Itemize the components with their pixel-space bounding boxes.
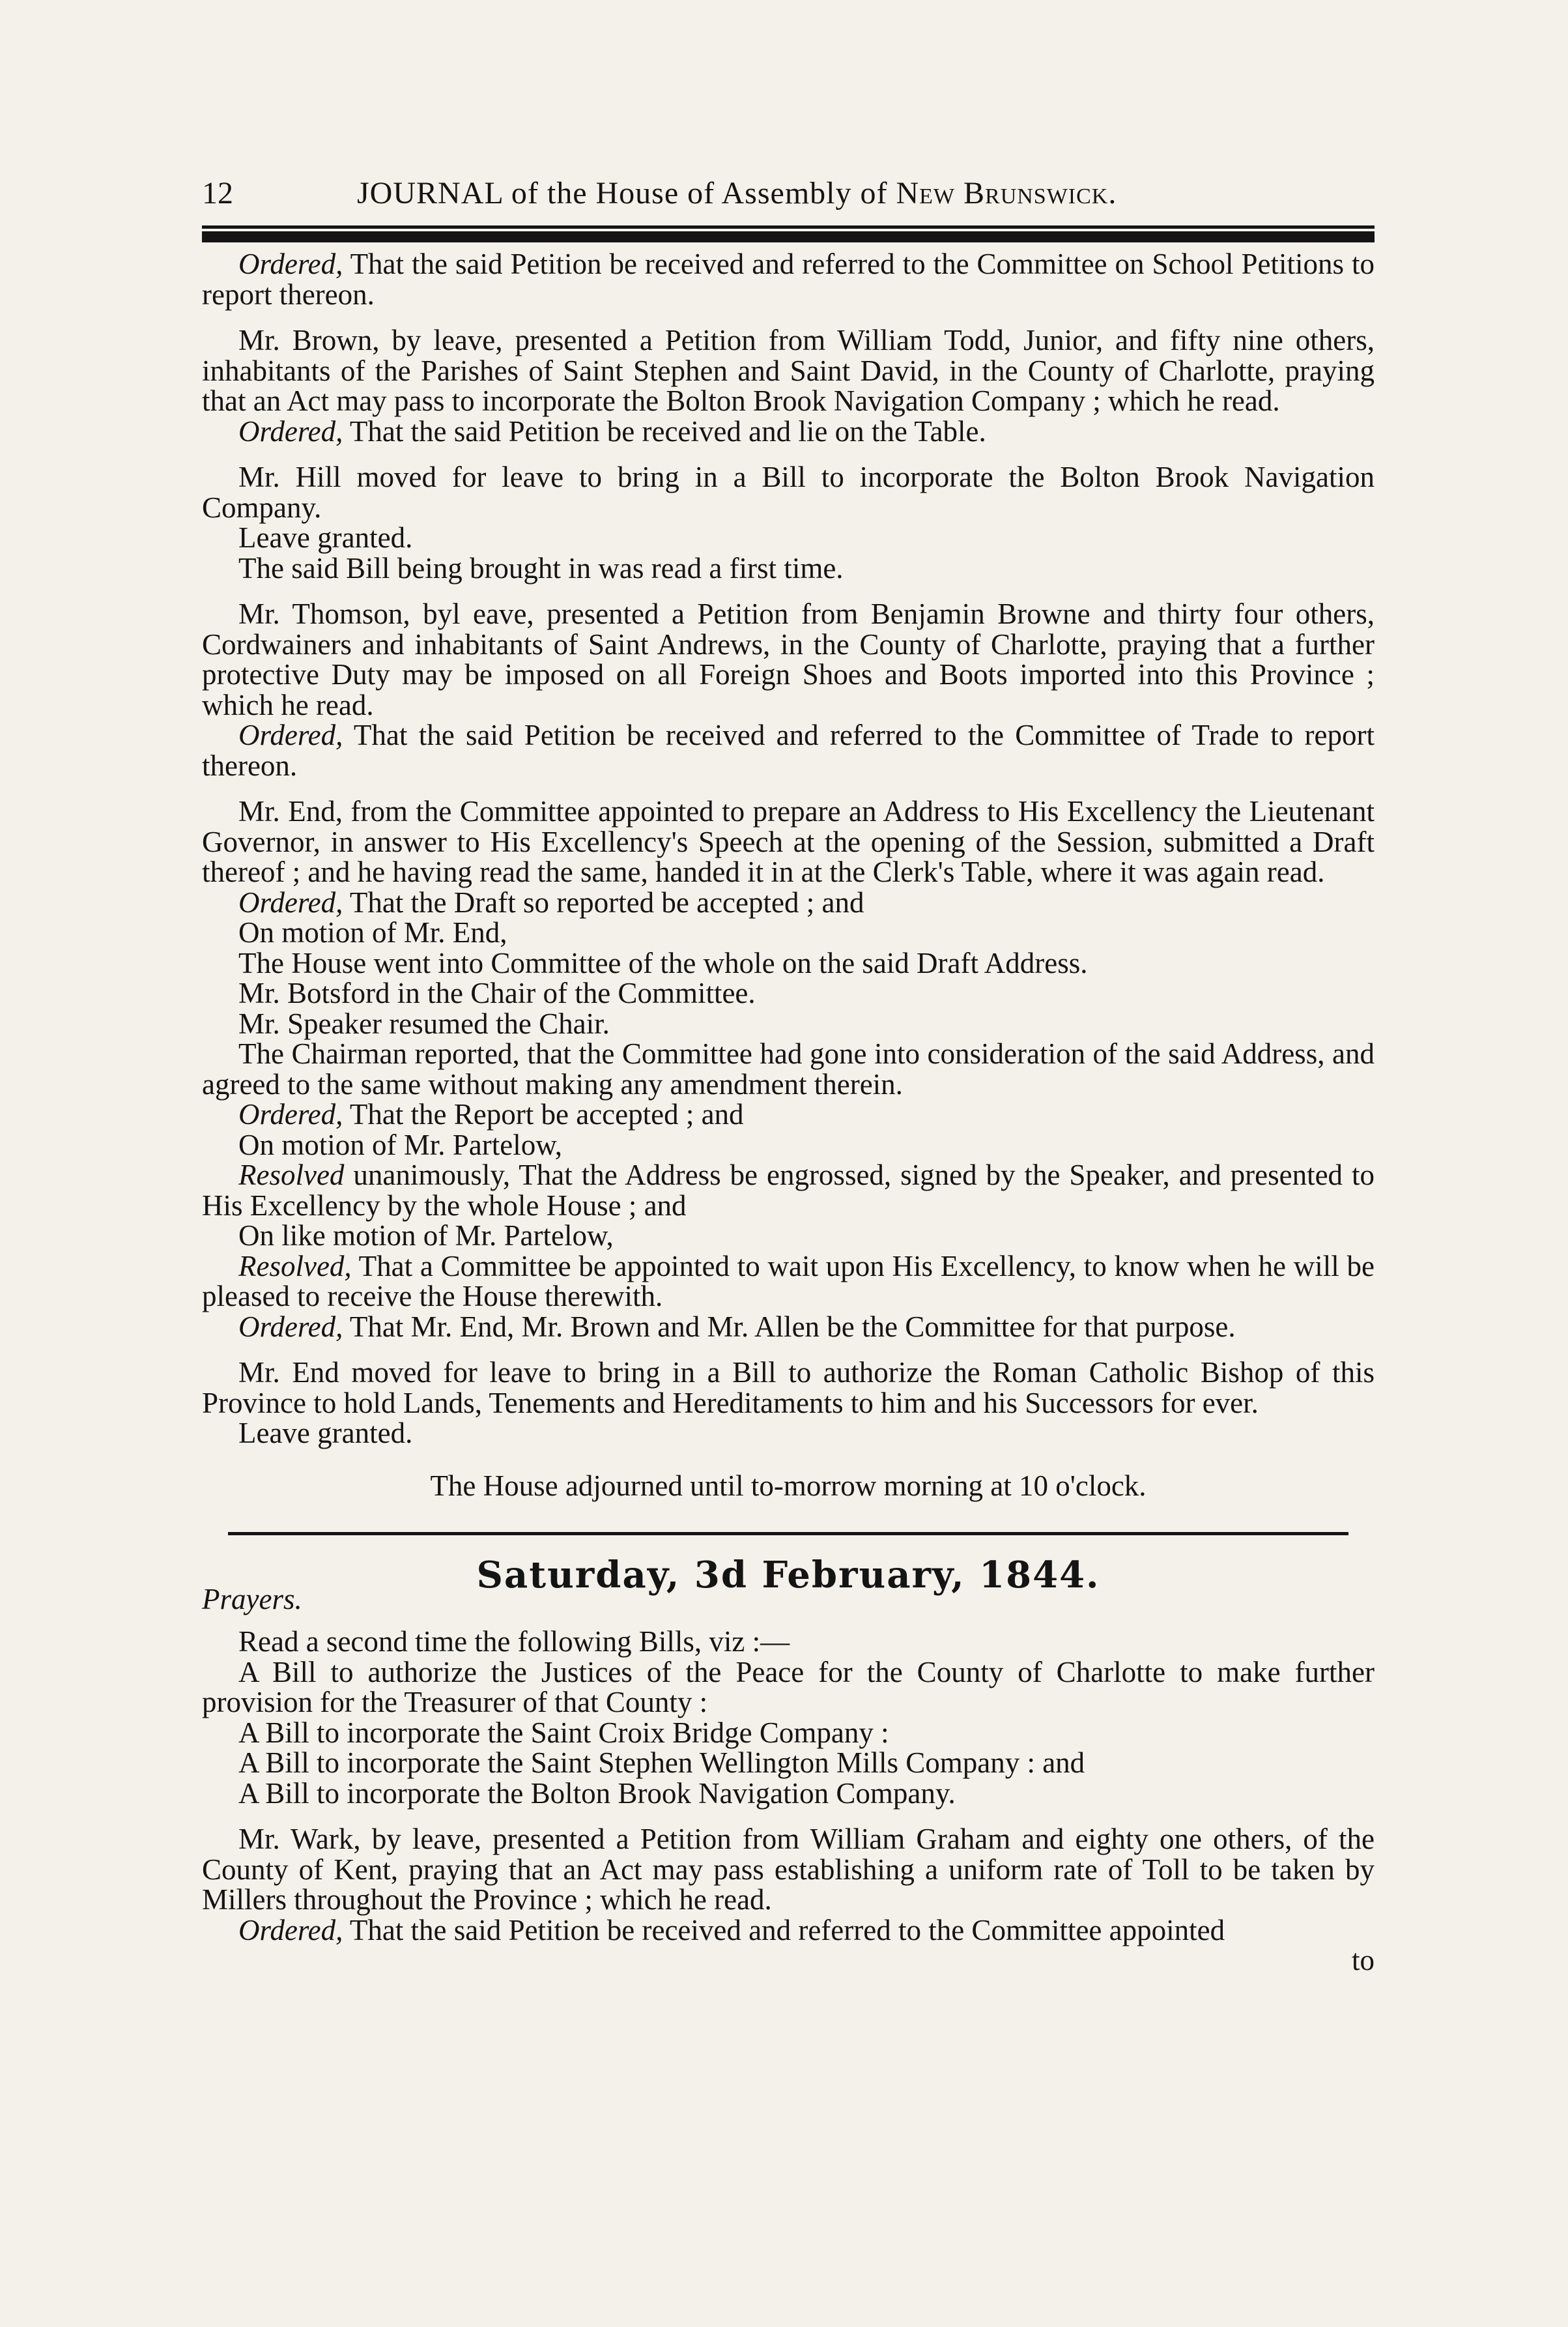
adjournment-line: The House adjourned until to-morrow morning at 10 o'clock. [430, 1469, 1147, 1502]
paragraph [202, 416, 1375, 447]
paragraph: Mr. Speaker resumed the Chair. [238, 1007, 610, 1040]
running-head [357, 171, 1117, 216]
paragraph: A Bill to incorporate the Saint Croix Bridge Company : [238, 1716, 889, 1749]
ordered-label: Ordered, [238, 414, 343, 448]
paragraph: On motion of Mr. End, [238, 916, 507, 949]
ordered-label: Ordered, [238, 248, 343, 280]
paragraph [202, 1099, 1375, 1130]
paragraph: Mr. Thomson, byl eave, presented a Petition from Benjamin Browne and thirty four others, Cordwainers and inhabitants of Saint Andrews, in the County of Charlotte, praying that a further protective Duty may be imposed on all Foreign Shoes and Boots imported into this Province ; which he read. [202, 598, 1375, 721]
paragraph [202, 1915, 1375, 1946]
paragraph-text: That the said Petition be received and referred to the Committee on School Petitions to report thereon. [202, 248, 1375, 311]
paragraph-text: That the said Petition be received and lie on the Table. [343, 414, 986, 448]
section-rule [228, 1532, 1348, 1535]
paragraph: Leave granted. [238, 521, 413, 554]
paragraph-text: That the said Petition be received and referred to the Committee appointed [343, 1913, 1225, 1946]
running-head-title: JOURNAL of the House of Assembly of [357, 176, 896, 210]
paragraph-text: unanimously, That the Address be engrossed, signed by the Speaker, and presented to His Excellency by the whole House ; and [202, 1159, 1375, 1222]
paragraph: Leave granted. [238, 1417, 413, 1449]
running-head-period: . [1108, 176, 1117, 210]
resolved-label: Resolved, [238, 1249, 352, 1282]
paragraph: A Bill to authorize the Justices of the Peace for the County of Charlotte to make further provision for the Treasurer of that County : [202, 1655, 1375, 1718]
paragraph: The House went into Committee of the whole on the said Draft Address. [238, 946, 1088, 979]
paragraph: Mr. End moved for leave to bring in a Bill to authorize the Roman Catholic Bishop of this Province to hold Lands, Tenements and Hereditaments to him and his Successors for ever. [202, 1356, 1375, 1419]
ordered-label: Ordered, [238, 1098, 343, 1131]
paragraph [202, 1160, 1375, 1221]
paragraph [202, 888, 1375, 918]
ordered-label: Ordered, [238, 1310, 343, 1343]
paragraph-text: That a Committee be appointed to wait upon His Excellency, to know when he will be pleased to receive the House therewith. [202, 1249, 1375, 1312]
paragraph [202, 720, 1375, 781]
paragraph [202, 1312, 1375, 1342]
paragraph-text: That the Draft so reported be accepted ; and [343, 886, 864, 919]
page-header [202, 171, 1375, 216]
ordered-label: Ordered, [238, 719, 343, 751]
paragraph: Read a second time the following Bills, viz :— [238, 1625, 790, 1658]
date-heading: Saturday, 3d February, 1844. [476, 1554, 1100, 1597]
catchword: to [1351, 1944, 1375, 1976]
paragraph: The said Bill being brought in was read a first time. [238, 551, 844, 585]
paragraph-text: That the Report be accepted ; and [343, 1098, 744, 1131]
page-number: 12 [202, 176, 233, 210]
paragraph: Mr. Wark, by leave, presented a Petition from William Graham and eighty one others, of the County of Kent, praying that an Act may pass establishing a uniform rate of Toll to be taken by Millers throughout the Province ; which he read. [202, 1823, 1375, 1916]
paragraph [202, 1251, 1375, 1312]
ordered-label: Ordered, [238, 886, 343, 919]
running-head-province: New Brunswick [896, 176, 1109, 210]
prayers-label: Prayers. [202, 1583, 302, 1615]
paragraph: Mr. End, from the Committee appointed to prepare an Address to His Excellency the Lieutenant Governor, in answer to His Excellency's Speech at the opening of the Session, submitted a Draft thereof ; and he having read the same, handed it in at the Clerk's Table, where it was again read. [202, 795, 1375, 888]
paragraph: A Bill to incorporate the Bolton Brook Navigation Company. [238, 1776, 956, 1810]
date-section [202, 1554, 1375, 1615]
paragraph: Mr. Botsford in the Chair of the Committee. [238, 977, 756, 1009]
paragraph: The Chairman reported, that the Committee had gone into consideration of the said Address, and agreed to the same without making any amendment therein. [202, 1037, 1375, 1101]
paragraph: Mr. Brown, by leave, presented a Petition from William Todd, Junior, and fifty nine others, inhabitants of the Parishes of Saint Stephen and Saint David, in the County of Charlotte, praying that an Act may pass to incorporate the Bolton Brook Navigation Company ; which he read. [202, 324, 1375, 417]
paragraph [202, 249, 1375, 310]
paragraph: On motion of Mr. Partelow, [238, 1128, 563, 1161]
paragraph: On like motion of Mr. Partelow, [238, 1219, 614, 1252]
paragraph-text: That Mr. End, Mr. Brown and Mr. Allen be the Committee for that purpose. [343, 1310, 1236, 1343]
journal-page [202, 171, 1375, 1976]
ordered-label: Ordered, [238, 1913, 343, 1946]
resolved-label: Resolved [238, 1159, 345, 1191]
paragraph: Mr. Hill moved for leave to bring in a Bill to incorporate the Bolton Brook Navigation Company. [202, 461, 1375, 524]
header-double-rule [202, 225, 1375, 242]
paragraph-text: That the said Petition be received and referred to the Committee of Trade to report thereon. [202, 719, 1375, 782]
paragraph: A Bill to incorporate the Saint Stephen Wellington Mills Company : and [238, 1746, 1085, 1779]
